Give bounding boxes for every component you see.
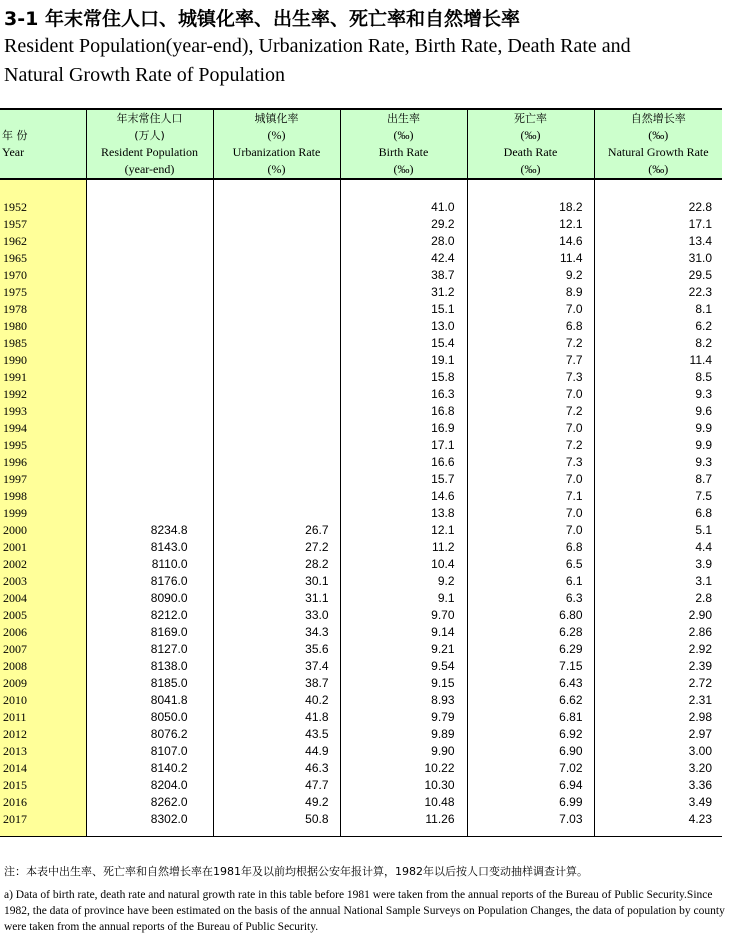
death-rate-cell: 6.62 — [467, 692, 594, 709]
growth-rate-cell: 13.4 — [594, 233, 722, 250]
population-cell — [86, 454, 213, 471]
table-row — [0, 624, 722, 641]
population-cell: 8176.0 — [86, 573, 213, 590]
death-rate-cell: 14.6 — [467, 233, 594, 250]
death-rate-cell: 6.43 — [467, 675, 594, 692]
year-cell: 2012 — [0, 726, 86, 743]
urbanization-cell — [213, 284, 340, 301]
growth-rate-cell: 3.00 — [594, 743, 722, 760]
growth-rate-cell: 2.86 — [594, 624, 722, 641]
header-natural-growth-rate — [594, 109, 722, 179]
growth-rate-cell: 3.1 — [594, 573, 722, 590]
table-row — [0, 386, 722, 403]
footnote-chinese: 注：本表中出生率、死亡率和自然增长率在1981年及以前均根据公安年报计算，1982年以后按人口变动抽样调查计算。 — [4, 865, 588, 878]
header-growth-unit: (‰) — [648, 128, 669, 142]
death-rate-cell: 7.2 — [467, 335, 594, 352]
growth-rate-cell: 17.1 — [594, 216, 722, 233]
urbanization-cell — [213, 386, 340, 403]
title-english-line2: Natural Growth Rate of Population — [4, 64, 286, 86]
population-cell — [86, 369, 213, 386]
growth-rate-cell: 8.5 — [594, 369, 722, 386]
year-cell: 2009 — [0, 675, 86, 692]
population-cell: 8050.0 — [86, 709, 213, 726]
population-cell: 8234.8 — [86, 522, 213, 539]
table-row — [0, 216, 722, 233]
birth-rate-cell: 9.79 — [340, 709, 467, 726]
growth-rate-cell: 2.8 — [594, 590, 722, 607]
year-cell: 2015 — [0, 777, 86, 794]
population-cell: 8076.2 — [86, 726, 213, 743]
table-row — [0, 641, 722, 658]
birth-rate-cell: 15.4 — [340, 335, 467, 352]
population-cell — [86, 420, 213, 437]
year-cell: 1996 — [0, 454, 86, 471]
year-cell: 1957 — [0, 216, 86, 233]
year-cell: 1952 — [0, 199, 86, 216]
death-rate-cell: 7.2 — [467, 403, 594, 420]
header-death-en-unit: (‰) — [520, 162, 541, 176]
year-cell: 1999 — [0, 505, 86, 522]
table-row — [0, 658, 722, 675]
death-rate-cell: 6.3 — [467, 590, 594, 607]
death-rate-cell: 6.90 — [467, 743, 594, 760]
year-cell: 1995 — [0, 437, 86, 454]
population-cell: 8262.0 — [86, 794, 213, 811]
death-rate-cell: 7.1 — [467, 488, 594, 505]
death-rate-cell: 7.7 — [467, 352, 594, 369]
header-birth-rate — [340, 109, 467, 179]
population-cell: 8169.0 — [86, 624, 213, 641]
year-cell: 1993 — [0, 403, 86, 420]
year-cell: 2008 — [0, 658, 86, 675]
population-cell: 8138.0 — [86, 658, 213, 675]
year-cell: 1962 — [0, 233, 86, 250]
footnote-english: a) Data of birth rate, death rate and natural growth rate in this table before 1981 were taken from the annual reports of the Bureau of Public Security.Since 1982, the data of province have been estimated on the basis of the annual National Sample Surveys on Population Changes, the data of population by county were taken from the annual reports of the Bureau of Public Security. — [4, 889, 725, 933]
death-rate-cell: 11.4 — [467, 250, 594, 267]
table-row — [0, 522, 722, 539]
urbanization-cell — [213, 267, 340, 284]
urbanization-cell: 44.9 — [213, 743, 340, 760]
growth-rate-cell: 2.97 — [594, 726, 722, 743]
birth-rate-cell: 9.54 — [340, 658, 467, 675]
header-population-en-sub: (year-end) — [124, 162, 175, 176]
urbanization-cell — [213, 403, 340, 420]
year-cell: 1965 — [0, 250, 86, 267]
death-rate-cell: 7.0 — [467, 471, 594, 488]
population-cell — [86, 250, 213, 267]
growth-rate-cell: 9.6 — [594, 403, 722, 420]
header-birth-en-unit: (‰) — [393, 162, 414, 176]
year-cell: 1980 — [0, 318, 86, 335]
birth-rate-cell: 10.48 — [340, 794, 467, 811]
urbanization-cell — [213, 301, 340, 318]
growth-rate-cell: 11.4 — [594, 352, 722, 369]
table-row — [0, 777, 722, 794]
spacer-row — [0, 179, 722, 199]
population-cell — [86, 403, 213, 420]
birth-rate-cell: 9.14 — [340, 624, 467, 641]
birth-rate-cell: 9.89 — [340, 726, 467, 743]
header-population-zh: 年末常住人口 — [116, 112, 183, 125]
growth-rate-cell: 9.3 — [594, 386, 722, 403]
death-rate-cell: 7.03 — [467, 811, 594, 837]
urbanization-cell: 27.2 — [213, 539, 340, 556]
table-row — [0, 318, 722, 335]
population-table — [0, 108, 722, 837]
growth-rate-cell: 5.1 — [594, 522, 722, 539]
urbanization-cell — [213, 420, 340, 437]
table-row — [0, 437, 722, 454]
urbanization-cell: 34.3 — [213, 624, 340, 641]
growth-rate-cell: 9.9 — [594, 420, 722, 437]
year-cell: 2001 — [0, 539, 86, 556]
header-growth-en-unit: (‰) — [648, 162, 669, 176]
urbanization-cell: 49.2 — [213, 794, 340, 811]
table-row — [0, 726, 722, 743]
year-cell: 1994 — [0, 420, 86, 437]
table-row — [0, 301, 722, 318]
population-cell: 8140.2 — [86, 760, 213, 777]
birth-rate-cell: 38.7 — [340, 267, 467, 284]
birth-rate-cell: 31.2 — [340, 284, 467, 301]
birth-rate-cell: 17.1 — [340, 437, 467, 454]
birth-rate-cell: 16.9 — [340, 420, 467, 437]
urbanization-cell — [213, 505, 340, 522]
table-row — [0, 556, 722, 573]
urbanization-cell — [213, 199, 340, 216]
growth-rate-cell: 2.39 — [594, 658, 722, 675]
header-population — [86, 109, 213, 179]
urbanization-cell: 38.7 — [213, 675, 340, 692]
urbanization-cell — [213, 437, 340, 454]
table-row — [0, 233, 722, 250]
urbanization-cell — [213, 233, 340, 250]
death-rate-cell: 6.5 — [467, 556, 594, 573]
year-cell: 2010 — [0, 692, 86, 709]
header-year-zh: 年 份 — [2, 129, 28, 142]
birth-rate-cell: 16.8 — [340, 403, 467, 420]
population-cell — [86, 488, 213, 505]
title-english-line1: Resident Population(year-end), Urbanization Rate, Birth Rate, Death Rate and — [4, 35, 631, 57]
birth-rate-cell: 9.21 — [340, 641, 467, 658]
header-year-en: Year — [2, 145, 25, 159]
birth-rate-cell: 11.2 — [340, 539, 467, 556]
population-cell: 8127.0 — [86, 641, 213, 658]
year-cell: 1991 — [0, 369, 86, 386]
population-cell — [86, 284, 213, 301]
year-cell: 1970 — [0, 267, 86, 284]
birth-rate-cell: 13.0 — [340, 318, 467, 335]
growth-rate-cell: 22.8 — [594, 199, 722, 216]
year-cell: 2002 — [0, 556, 86, 573]
death-rate-cell: 6.92 — [467, 726, 594, 743]
population-cell: 8185.0 — [86, 675, 213, 692]
urbanization-cell: 47.7 — [213, 777, 340, 794]
population-cell — [86, 267, 213, 284]
year-cell: 1990 — [0, 352, 86, 369]
header-urbanization — [213, 109, 340, 179]
death-rate-cell: 9.2 — [467, 267, 594, 284]
death-rate-cell: 6.81 — [467, 709, 594, 726]
year-cell: 1975 — [0, 284, 86, 301]
death-rate-cell: 7.02 — [467, 760, 594, 777]
year-cell: 1992 — [0, 386, 86, 403]
header-urbanization-en: Urbanization Rate — [232, 145, 321, 159]
birth-rate-cell: 41.0 — [340, 199, 467, 216]
population-cell — [86, 216, 213, 233]
table-row — [0, 471, 722, 488]
year-cell: 2014 — [0, 760, 86, 777]
urbanization-cell: 50.8 — [213, 811, 340, 837]
table-row — [0, 539, 722, 556]
population-cell: 8204.0 — [86, 777, 213, 794]
birth-rate-cell: 11.26 — [340, 811, 467, 837]
death-rate-cell: 7.0 — [467, 420, 594, 437]
table-row — [0, 709, 722, 726]
table-row — [0, 675, 722, 692]
death-rate-cell: 7.2 — [467, 437, 594, 454]
death-rate-cell: 8.9 — [467, 284, 594, 301]
birth-rate-cell: 14.6 — [340, 488, 467, 505]
table-row — [0, 607, 722, 624]
urbanization-cell — [213, 471, 340, 488]
table-body — [0, 179, 722, 837]
urbanization-cell: 31.1 — [213, 590, 340, 607]
population-cell — [86, 437, 213, 454]
table-row — [0, 743, 722, 760]
table-row — [0, 284, 722, 301]
death-rate-cell: 7.0 — [467, 386, 594, 403]
urbanization-cell: 26.7 — [213, 522, 340, 539]
year-cell: 2016 — [0, 794, 86, 811]
header-population-en: Resident Population — [101, 145, 198, 159]
population-cell — [86, 301, 213, 318]
death-rate-cell: 7.3 — [467, 454, 594, 471]
year-cell: 1985 — [0, 335, 86, 352]
header-birth-unit: (‰) — [393, 128, 414, 142]
table-row — [0, 692, 722, 709]
birth-rate-cell: 9.15 — [340, 675, 467, 692]
header-birth-zh: 出生率 — [387, 112, 420, 125]
table-row — [0, 488, 722, 505]
table-row — [0, 250, 722, 267]
urbanization-cell — [213, 369, 340, 386]
growth-rate-cell: 3.9 — [594, 556, 722, 573]
death-rate-cell: 7.15 — [467, 658, 594, 675]
urbanization-cell: 46.3 — [213, 760, 340, 777]
death-rate-cell: 7.0 — [467, 522, 594, 539]
growth-rate-cell: 9.9 — [594, 437, 722, 454]
population-cell — [86, 505, 213, 522]
growth-rate-cell: 6.8 — [594, 505, 722, 522]
header-death-unit: (‰) — [520, 128, 541, 142]
death-rate-cell: 6.99 — [467, 794, 594, 811]
population-cell: 8107.0 — [86, 743, 213, 760]
year-cell: 2005 — [0, 607, 86, 624]
table-row — [0, 199, 722, 216]
birth-rate-cell: 10.22 — [340, 760, 467, 777]
growth-rate-cell: 3.49 — [594, 794, 722, 811]
urbanization-cell: 43.5 — [213, 726, 340, 743]
header-urbanization-zh: 城镇化率 — [254, 112, 299, 125]
year-cell: 2011 — [0, 709, 86, 726]
header-urbanization-unit: (%) — [267, 128, 286, 142]
growth-rate-cell: 8.7 — [594, 471, 722, 488]
urbanization-cell: 30.1 — [213, 573, 340, 590]
table-row — [0, 505, 722, 522]
year-cell: 1978 — [0, 301, 86, 318]
death-rate-cell: 12.1 — [467, 216, 594, 233]
growth-rate-cell: 7.5 — [594, 488, 722, 505]
header-growth-en: Natural Growth Rate — [607, 145, 709, 159]
population-cell: 8041.8 — [86, 692, 213, 709]
growth-rate-cell: 6.2 — [594, 318, 722, 335]
growth-rate-cell: 22.3 — [594, 284, 722, 301]
year-cell: 2004 — [0, 590, 86, 607]
death-rate-cell: 6.1 — [467, 573, 594, 590]
table-row — [0, 454, 722, 471]
population-cell: 8110.0 — [86, 556, 213, 573]
birth-rate-cell: 15.7 — [340, 471, 467, 488]
population-cell: 8143.0 — [86, 539, 213, 556]
table-row — [0, 335, 722, 352]
urbanization-cell: 40.2 — [213, 692, 340, 709]
table-row — [0, 811, 722, 837]
growth-rate-cell: 29.5 — [594, 267, 722, 284]
death-rate-cell: 7.0 — [467, 505, 594, 522]
death-rate-cell: 18.2 — [467, 199, 594, 216]
population-cell — [86, 471, 213, 488]
urbanization-cell — [213, 454, 340, 471]
growth-rate-cell: 4.23 — [594, 811, 722, 837]
header-growth-zh: 自然增长率 — [630, 112, 686, 125]
urbanization-cell — [213, 318, 340, 335]
population-cell — [86, 386, 213, 403]
table-row — [0, 267, 722, 284]
header-urbanization-en-unit: (%) — [267, 162, 286, 176]
table-row — [0, 420, 722, 437]
header-death-en: Death Rate — [503, 145, 558, 159]
death-rate-cell: 6.8 — [467, 539, 594, 556]
birth-rate-cell: 28.0 — [340, 233, 467, 250]
title-chinese: 3-1 年末常住人口、城镇化率、出生率、死亡率和自然增长率 — [4, 8, 520, 30]
birth-rate-cell: 10.30 — [340, 777, 467, 794]
urbanization-cell — [213, 352, 340, 369]
death-rate-cell: 6.8 — [467, 318, 594, 335]
table-row — [0, 590, 722, 607]
year-cell: 1998 — [0, 488, 86, 505]
header-death-zh: 死亡率 — [514, 112, 547, 125]
table-row — [0, 369, 722, 386]
population-cell — [86, 352, 213, 369]
birth-rate-cell: 19.1 — [340, 352, 467, 369]
table-row — [0, 403, 722, 420]
year-cell: 2006 — [0, 624, 86, 641]
header-year — [0, 109, 86, 179]
table-row — [0, 573, 722, 590]
birth-rate-cell: 15.1 — [340, 301, 467, 318]
birth-rate-cell: 29.2 — [340, 216, 467, 233]
growth-rate-cell: 2.72 — [594, 675, 722, 692]
table-row — [0, 760, 722, 777]
header-population-unit: (万人) — [134, 129, 165, 142]
population-cell: 8090.0 — [86, 590, 213, 607]
birth-rate-cell: 9.2 — [340, 573, 467, 590]
year-cell: 2017 — [0, 811, 86, 837]
population-cell — [86, 199, 213, 216]
urbanization-cell: 37.4 — [213, 658, 340, 675]
urbanization-cell — [213, 250, 340, 267]
growth-rate-cell: 8.1 — [594, 301, 722, 318]
birth-rate-cell: 16.6 — [340, 454, 467, 471]
birth-rate-cell: 13.8 — [340, 505, 467, 522]
header-death-rate — [467, 109, 594, 179]
growth-rate-cell: 2.92 — [594, 641, 722, 658]
birth-rate-cell: 8.93 — [340, 692, 467, 709]
population-cell — [86, 233, 213, 250]
birth-rate-cell: 15.8 — [340, 369, 467, 386]
death-rate-cell: 7.0 — [467, 301, 594, 318]
growth-rate-cell: 3.20 — [594, 760, 722, 777]
table-row — [0, 352, 722, 369]
growth-rate-cell: 31.0 — [594, 250, 722, 267]
growth-rate-cell: 2.31 — [594, 692, 722, 709]
urbanization-cell: 28.2 — [213, 556, 340, 573]
population-cell — [86, 335, 213, 352]
table-row — [0, 794, 722, 811]
death-rate-cell: 6.80 — [467, 607, 594, 624]
birth-rate-cell: 42.4 — [340, 250, 467, 267]
population-cell: 8212.0 — [86, 607, 213, 624]
urbanization-cell — [213, 216, 340, 233]
page-title — [4, 6, 724, 90]
footnotes — [4, 863, 726, 935]
growth-rate-cell: 9.3 — [594, 454, 722, 471]
birth-rate-cell: 9.1 — [340, 590, 467, 607]
growth-rate-cell: 3.36 — [594, 777, 722, 794]
birth-rate-cell: 12.1 — [340, 522, 467, 539]
urbanization-cell: 33.0 — [213, 607, 340, 624]
year-cell: 1997 — [0, 471, 86, 488]
urbanization-cell — [213, 335, 340, 352]
growth-rate-cell: 4.4 — [594, 539, 722, 556]
year-cell: 2000 — [0, 522, 86, 539]
birth-rate-cell: 9.90 — [340, 743, 467, 760]
birth-rate-cell: 16.3 — [340, 386, 467, 403]
birth-rate-cell: 10.4 — [340, 556, 467, 573]
growth-rate-cell: 8.2 — [594, 335, 722, 352]
death-rate-cell: 6.28 — [467, 624, 594, 641]
year-cell: 2003 — [0, 573, 86, 590]
birth-rate-cell: 9.70 — [340, 607, 467, 624]
urbanization-cell: 35.6 — [213, 641, 340, 658]
death-rate-cell: 6.94 — [467, 777, 594, 794]
death-rate-cell: 6.29 — [467, 641, 594, 658]
death-rate-cell: 7.3 — [467, 369, 594, 386]
table-header — [0, 109, 722, 179]
header-birth-en: Birth Rate — [378, 145, 429, 159]
growth-rate-cell: 2.98 — [594, 709, 722, 726]
urbanization-cell: 41.8 — [213, 709, 340, 726]
population-cell — [86, 318, 213, 335]
growth-rate-cell: 2.90 — [594, 607, 722, 624]
urbanization-cell — [213, 488, 340, 505]
population-cell: 8302.0 — [86, 811, 213, 837]
year-cell: 2007 — [0, 641, 86, 658]
year-cell: 2013 — [0, 743, 86, 760]
